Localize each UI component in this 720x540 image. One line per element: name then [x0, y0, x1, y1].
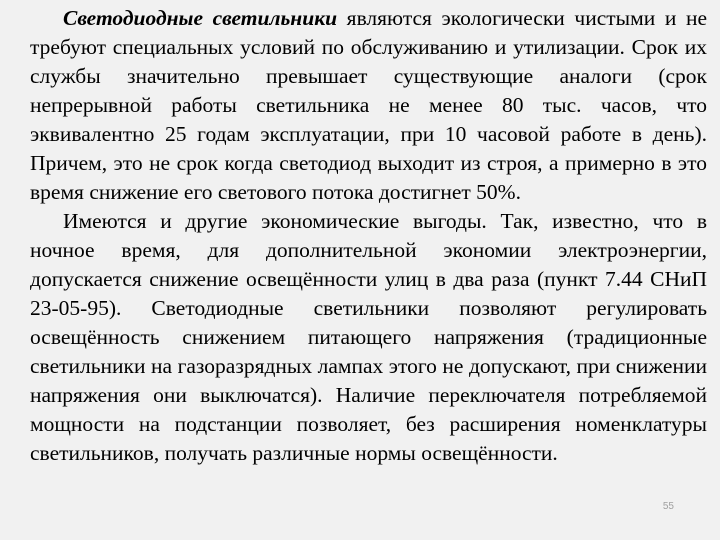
paragraph-1-text: являются экологически чистыми и не требуют специальных условий по обслуживанию и утилизации. Срок их службы значительно превышает существующие аналоги (срок непрерывной работы светильника не менее 80 тыс. часов, что эквивалентно 25 годам эксплуатации, при 10 часовой работе в день). Причем, это не срок когда светодиод выходит из строя, а примерно в это время снижение его светового потока достигнет 50%.: [30, 6, 707, 204]
page-number: 55: [662, 501, 674, 512]
document-body: [30, 4, 707, 468]
paragraph-2: Имеются и другие экономические выгоды. Так, известно, что в ночное время, для дополнительной экономии электроэнергии, допускается снижение освещённости улиц в два раза (пункт 7.44 СНиП 23-05-95). Светодиодные светильники позволяют регулировать освещённость снижением питающего напряжения (традиционные светильники на газоразрядных лампах этого не допускают, при снижении напряжения они выключатся). Наличие переключателя потребляемой мощности на подстанции позволяет, без расширения номенклатуры светильников, получать различные нормы освещённости.: [30, 209, 707, 465]
paragraph-1: [30, 4, 707, 207]
paragraph-1-lead: Светодиодные светильники: [63, 6, 338, 30]
